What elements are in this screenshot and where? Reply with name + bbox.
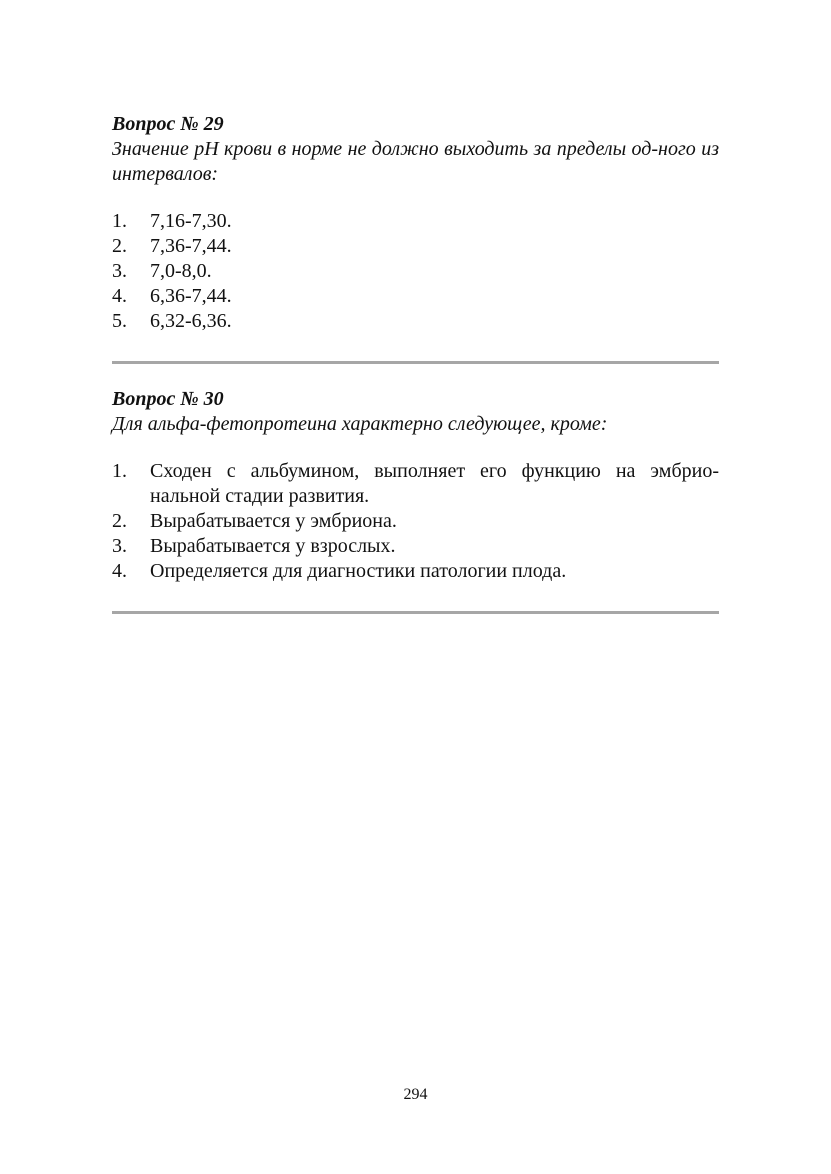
answer-number: 1. bbox=[112, 210, 127, 232]
answer-list bbox=[112, 459, 719, 584]
section-divider bbox=[112, 611, 719, 614]
answer-list bbox=[112, 209, 719, 334]
answer-text: 6,32-6,36. bbox=[150, 310, 232, 332]
answer-option bbox=[112, 284, 719, 309]
question-29 bbox=[112, 112, 719, 334]
answer-option bbox=[112, 559, 719, 584]
question-30 bbox=[112, 387, 719, 584]
answer-option bbox=[112, 259, 719, 284]
answer-text: Сходен с альбумином, выполняет его функцию на эмбрио-нальной стадии развития. bbox=[150, 460, 719, 507]
answer-option bbox=[112, 234, 719, 259]
answer-number: 4. bbox=[112, 285, 127, 307]
answer-option bbox=[112, 509, 719, 534]
answer-number: 1. bbox=[112, 460, 127, 482]
answer-number: 2. bbox=[112, 510, 127, 532]
page-content bbox=[112, 112, 719, 637]
question-title: Вопрос № 29 bbox=[112, 113, 224, 135]
question-text: Для альфа-фетопротеина характерно следующее, кроме: bbox=[112, 413, 608, 435]
question-title: Вопрос № 30 bbox=[112, 388, 224, 410]
answer-number: 5. bbox=[112, 310, 127, 332]
page-number: 294 bbox=[403, 1086, 428, 1103]
answer-text: 7,0-8,0. bbox=[150, 260, 212, 282]
answer-number: 4. bbox=[112, 560, 127, 582]
answer-option bbox=[112, 534, 719, 559]
answer-text: 7,16-7,30. bbox=[150, 210, 232, 232]
answer-number: 2. bbox=[112, 235, 127, 257]
answer-text: Определяется для диагностики патологии плода. bbox=[150, 560, 567, 582]
question-text: Значение pH крови в норме не должно выходить за пределы од-ного из интервалов: bbox=[112, 138, 719, 185]
answer-number: 3. bbox=[112, 260, 127, 282]
answer-text: 7,36-7,44. bbox=[150, 235, 232, 257]
answer-number: 3. bbox=[112, 535, 127, 557]
answer-option bbox=[112, 459, 719, 509]
answer-option bbox=[112, 209, 719, 234]
answer-text: 6,36-7,44. bbox=[150, 285, 232, 307]
answer-option bbox=[112, 309, 719, 334]
answer-text: Вырабатывается у эмбриона. bbox=[150, 510, 397, 532]
section-divider bbox=[112, 361, 719, 364]
answer-text: Вырабатывается у взрослых. bbox=[150, 535, 396, 557]
